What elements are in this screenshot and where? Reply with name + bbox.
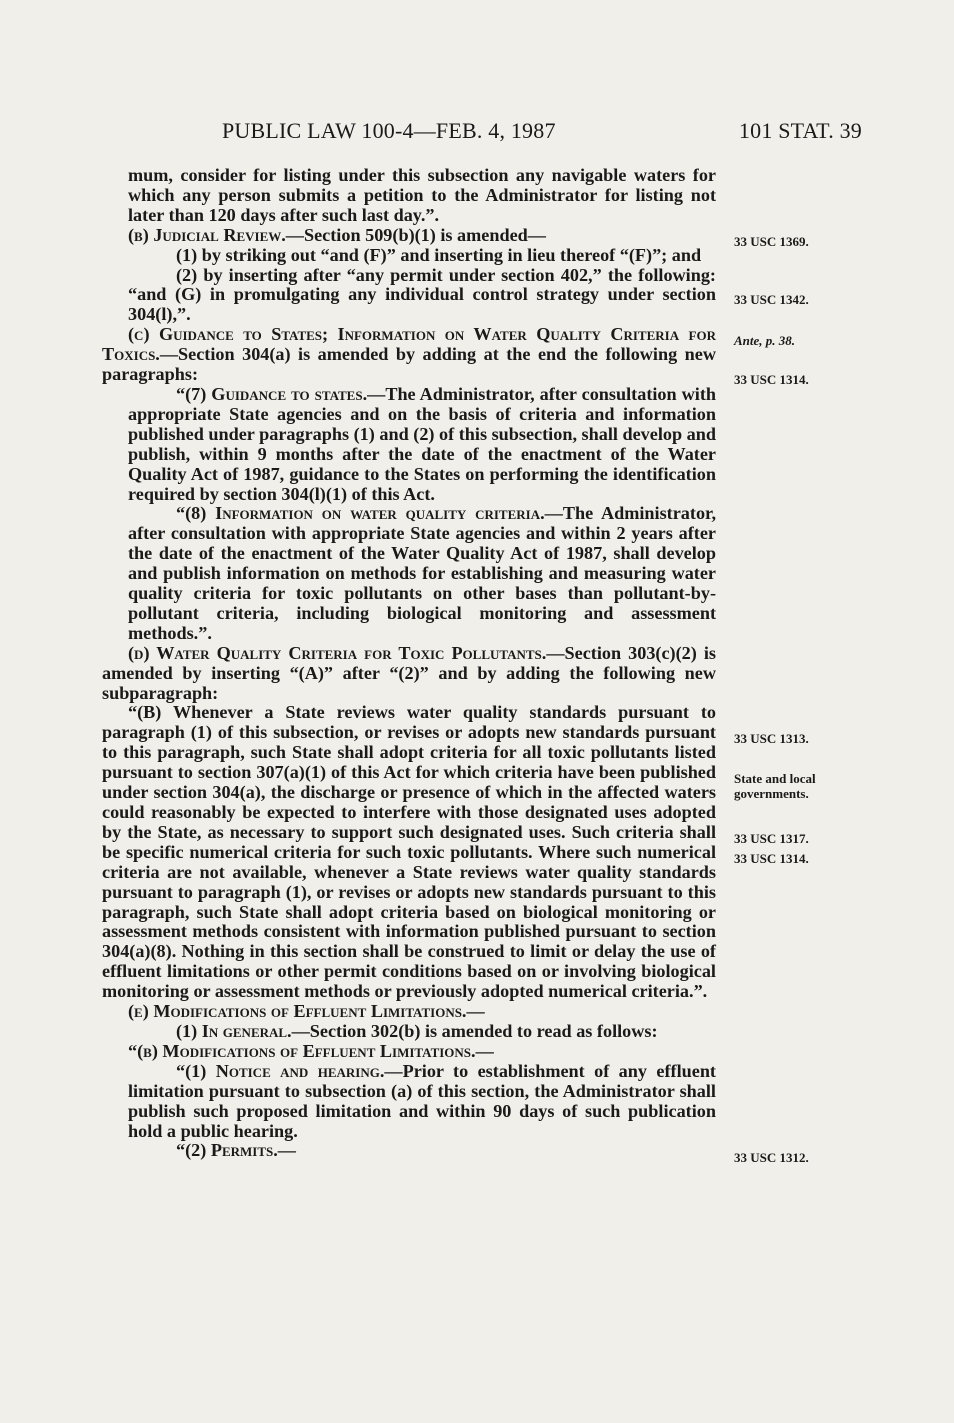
margin-note: 33 USC 1369. <box>734 234 809 249</box>
body-text <box>102 166 716 1161</box>
margin-note: 33 USC 1342. <box>734 292 809 307</box>
paragraph-heading: “(2) Permits. <box>176 1140 278 1161</box>
header-page-number: 101 STAT. 39 <box>738 118 862 143</box>
paragraph: (b) Judicial Review.—Section 509(b)(1) is amended— <box>128 224 546 245</box>
paragraph: “(1) Notice and hearing.—Prior to establishment of any effluent limitation pursuant to subsection (a) of this section, the Administrator shall publish such proposed limitation and within 90 days of such publication hold a public hearing. <box>128 1060 716 1141</box>
paragraph-heading: (d) Water Quality Criteria for Toxic Pollutants. <box>128 642 547 663</box>
paragraph: (1) by striking out “and (F)” and inserting in lieu thereof “(F)”; and <box>176 244 702 265</box>
paragraph: “(B) Whenever a State reviews water quality standards pursuant to paragraph (1) of this subsection, or revises or adopts new standards pursuant to this paragraph, such State shall adopt criteria for all toxic pollutants listed pursuant to section 307(a)(1) of this Act for which criteria have been published under section 304(a), the discharge or presence of which in the affected waters could reasonably be expected to interfere with those designated uses adopted by the State, as necessary to support such designated uses. Such criteria shall be specific numerical criteria for such toxic pollutants. Where such numerical criteria are not available, whenever a State reviews water quality standards pursuant to paragraph (1), or revises or adopts new standards pursuant to this paragraph, such State shall adopt criteria based on biological monitoring or assessment methods consistent with information published pursuant to section 304(a)(8). Nothing in this section shall be construed to limit or delay the use of effluent limitations or other permit conditions based on or involving biological monitoring or assessment methods or previously adopted numerical criteria.”. <box>102 702 716 1002</box>
margin-note: State and local governments. <box>734 771 816 801</box>
paragraph: “(2) Permits.— <box>176 1140 296 1161</box>
paragraph: “(7) Guidance to states.—The Administrator, after consultation with appropriate State agencies and on the basis of criteria and information published under paragraphs (1) and (2) of this subsection, shall develop and publish, within 9 months after the date of the enactment of the Water Quality Act of 1987, guidance to the States on performing the identification required by section 304(l)(1) of this Act. <box>128 383 716 504</box>
margin-note: 33 USC 1312. <box>734 1150 809 1165</box>
paragraph: (c) Guidance to States; Information on Water Quality Criteria for Toxics.—Section 304(a) is amended by adding at the end the following new paragraphs: <box>102 324 716 385</box>
paragraph-heading: “(1) Notice and hearing. <box>176 1060 385 1081</box>
paragraph: mum, consider for listing under this subsection any navigable waters for which any person submits a petition to the Administrator for listing not later than 120 days after such last day.”. <box>128 165 716 225</box>
header-title: PUBLIC LAW 100-4—FEB. 4, 1987 <box>222 118 556 143</box>
running-header <box>222 118 862 144</box>
paragraph-heading: “(7) Guidance to states. <box>176 383 368 404</box>
paragraph-heading: (c) Guidance to States; Information on Water Quality Criteria for Toxics. <box>102 324 716 365</box>
margin-note: 33 USC 1317. <box>734 831 809 846</box>
paragraph-heading: (b) Judicial Review. <box>128 224 286 245</box>
margin-note: Ante, p. 38. <box>734 333 796 348</box>
paragraph-heading: (e) Modifications of Effluent Limitations. <box>128 1001 467 1022</box>
paragraph: (2) by inserting after “any permit under section 402,” the following: “and (G) in promulgating any individual control strategy under section 304(l),”. <box>128 264 716 325</box>
paragraph: (e) Modifications of Effluent Limitations.— <box>128 1001 485 1022</box>
paragraph: (1) In general.—Section 302(b) is amended to read as follows: <box>176 1020 658 1041</box>
margin-note: 33 USC 1314. <box>734 851 809 866</box>
paragraph: “(b) Modifications of Effluent Limitations.— <box>128 1040 494 1061</box>
paragraph-heading: (1) In general. <box>176 1020 292 1041</box>
paragraph-heading: “(b) Modifications of Effluent Limitations. <box>128 1040 476 1061</box>
paragraph: “(8) Information on water quality criteria.—The Administrator, after consultation with appropriate State agencies and within 2 years after the date of the enactment of the Water Quality Act of 1987, shall develop and publish information on methods for establishing and measuring water quality criteria for toxic pollutants on other bases than pollutant-by-pollutant criteria, including biological monitoring and assessment methods.”. <box>128 503 716 643</box>
paragraph-heading: “(8) Information on water quality criteria. <box>176 503 545 524</box>
margin-note: 33 USC 1314. <box>734 372 809 387</box>
margin-note: 33 USC 1313. <box>734 731 809 746</box>
paragraph: (d) Water Quality Criteria for Toxic Pollutants.—Section 303(c)(2) is amended by inserting “(A)” after “(2)” and by adding the following new subparagraph: <box>102 642 716 703</box>
